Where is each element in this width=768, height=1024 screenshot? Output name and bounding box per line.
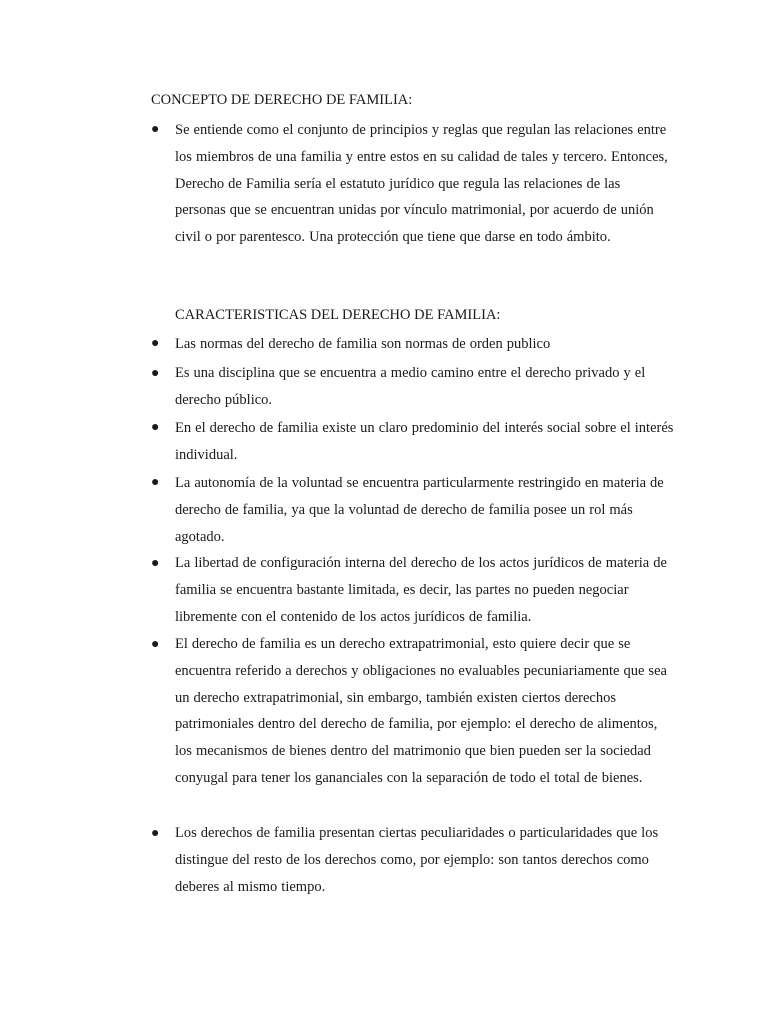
bullet-icon: ● bbox=[151, 122, 160, 137]
section-heading-concepto: CONCEPTO DE DERECHO DE FAMILIA: bbox=[151, 92, 413, 108]
bullet-icon: ● bbox=[151, 826, 160, 841]
bullet-icon: ● bbox=[151, 475, 160, 490]
bullet-icon: ● bbox=[151, 420, 160, 435]
list-item: La autonomía de la voluntad se encuentra particularmente restringido en materia de derecho de familia, ya que la voluntad de derecho de familia posee un rol más agotado. bbox=[175, 475, 664, 545]
bullet-icon: ● bbox=[151, 637, 160, 652]
list-item: En el derecho de familia existe un claro predominio del interés social sobre el interés individual. bbox=[175, 420, 674, 463]
list-item: Las normas del derecho de familia son normas de orden publico bbox=[175, 336, 551, 352]
section-heading-caracteristicas: CARACTERISTICAS DEL DERECHO DE FAMILIA: bbox=[175, 307, 501, 323]
bullet-icon: ● bbox=[151, 366, 160, 381]
bullet-icon: ● bbox=[151, 336, 160, 351]
list-item: Los derechos de familia presentan ciertas peculiaridades o particularidades que los distingue del resto de los derechos como, por ejemplo: son tantos derechos como deberes al mismo tiempo. bbox=[175, 825, 659, 895]
concept-paragraph: Se entiende como el conjunto de principios y reglas que regulan las relaciones entre los miembros de una familia y entre estos en su calidad de tales y tercero. Entonces, Derecho de Familia sería el estatuto jurídico que regula las relaciones de las personas que se encuentran unidas por vínculo matrimonial, por acuerdo de unión civil o por parentesco. Una protección que tiene que darse en todo ámbito. bbox=[175, 122, 668, 246]
list-item: Es una disciplina que se encuentra a medio camino entre el derecho privado y el derecho público. bbox=[175, 365, 646, 408]
bullet-icon: ● bbox=[151, 556, 160, 571]
list-item: El derecho de familia es un derecho extrapatrimonial, esto quiere decir que se encuentra referido a derechos y obligaciones no evaluables pecuniariamente que sea un derecho extrapatrimonial, sin embargo, también existen ciertos derechos patrimoniales dentro del derecho de familia, por ejemplo: el derecho de alimentos, los mecanismos de bienes dentro del matrimonio que bien pueden ser la sociedad conyugal para tener los gananciales con la separación de todo el total de bienes. bbox=[175, 636, 667, 786]
list-item: La libertad de configuración interna del derecho de los actos jurídicos de materia de familia se encuentra bastante limitada, es decir, las partes no pueden negociar libremente con el contenido de los actos jurídicos de familia. bbox=[175, 555, 667, 625]
